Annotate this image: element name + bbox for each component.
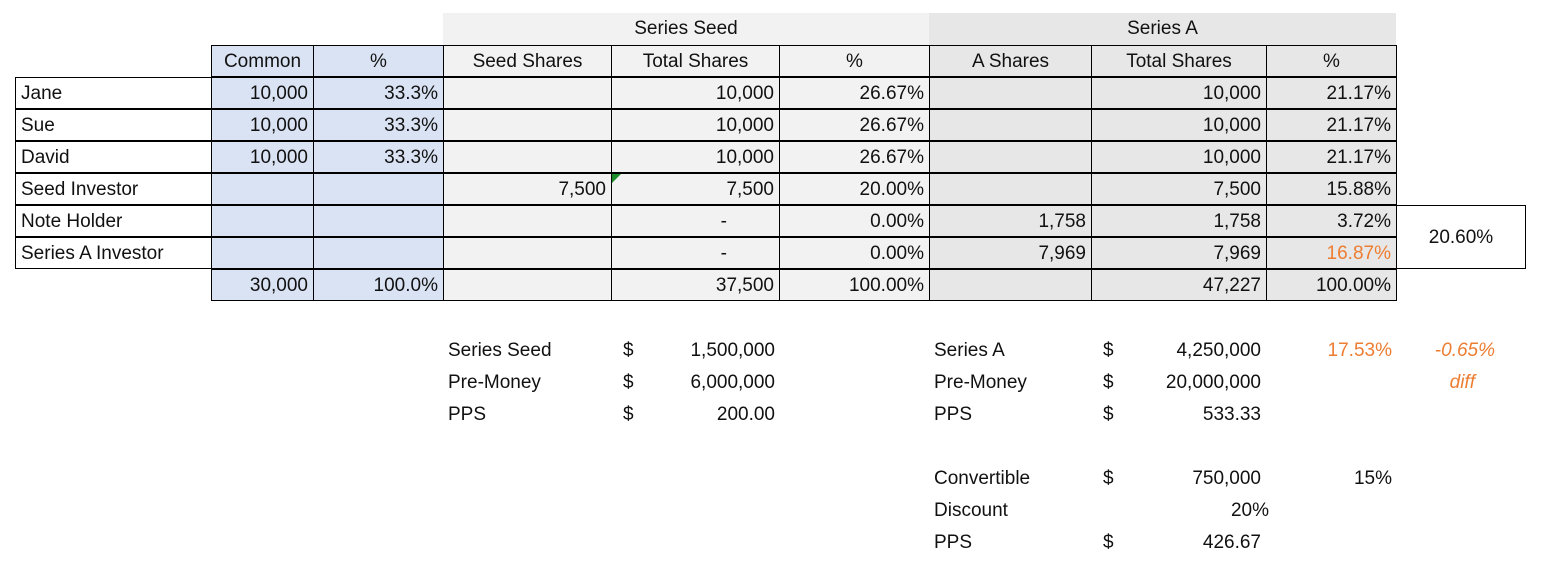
cell-common[interactable]: 10,000 — [211, 77, 314, 109]
col-header-seed-shares[interactable]: Seed Shares — [443, 45, 612, 77]
seed-premoney-value[interactable]: 6,000,000 — [690, 372, 775, 393]
convertible-label[interactable]: Convertible — [934, 468, 1031, 489]
cell-common[interactable]: 10,000 — [211, 141, 314, 173]
col-header-common-pct[interactable]: % — [313, 45, 444, 77]
col-header-seed-total[interactable]: Total Shares — [611, 45, 780, 77]
a-premoney-label[interactable]: Pre-Money — [934, 372, 1027, 393]
cell-seed-pct[interactable]: 26.67% — [779, 77, 930, 109]
cell-a-total[interactable]: 1,758 — [1091, 205, 1267, 237]
discount-label[interactable]: Discount — [934, 500, 1008, 521]
cell-common-pct[interactable] — [313, 237, 444, 269]
seed-summary-currency: $ — [623, 340, 634, 361]
total-a-pct[interactable]: 100.00% — [1266, 269, 1397, 301]
total-seed-shares[interactable] — [443, 269, 612, 301]
cell-a-shares[interactable] — [929, 109, 1092, 141]
cell-a-pct[interactable]: 3.72% — [1266, 205, 1397, 237]
cell-seed-shares[interactable] — [443, 109, 612, 141]
convertible-extra[interactable]: 15% — [1353, 468, 1392, 489]
cell-seed-pct[interactable]: 26.67% — [779, 141, 930, 173]
a-summary-value[interactable]: 4,250,000 — [1176, 340, 1261, 361]
cell-seed-shares[interactable] — [443, 205, 612, 237]
cell-a-pct-highlight[interactable]: 16.87% — [1266, 237, 1397, 269]
cell-common[interactable] — [211, 237, 314, 269]
cell-seed-shares[interactable] — [443, 237, 612, 269]
row-name-sue[interactable]: Sue — [15, 109, 212, 141]
cell-seed-total[interactable]: - — [611, 205, 780, 237]
a-premoney-value[interactable]: 20,000,000 — [1165, 372, 1261, 393]
seed-pps-value[interactable]: 200.00 — [716, 404, 775, 425]
row-name-series-a-investor[interactable]: Series A Investor — [15, 237, 212, 269]
cell-seed-shares[interactable] — [443, 77, 612, 109]
series-a-header: Series A — [929, 13, 1396, 45]
convertible-pps-value[interactable]: 426.67 — [1202, 532, 1261, 553]
seed-premoney-currency: $ — [623, 372, 634, 393]
a-premoney-currency: $ — [1103, 372, 1114, 393]
cell-a-total[interactable]: 7,500 — [1091, 173, 1267, 205]
col-header-a-pct[interactable]: % — [1266, 45, 1397, 77]
total-a-total[interactable]: 47,227 — [1091, 269, 1267, 301]
a-pps-value[interactable]: 533.33 — [1202, 404, 1261, 425]
col-header-a-shares[interactable]: A Shares — [929, 45, 1092, 77]
total-common-pct[interactable]: 100.0% — [313, 269, 444, 301]
cell-seed-pct[interactable]: 0.00% — [779, 205, 930, 237]
cell-common-pct[interactable]: 33.3% — [313, 141, 444, 173]
cell-common-pct[interactable] — [313, 173, 444, 205]
cell-seed-pct[interactable]: 20.00% — [779, 173, 930, 205]
seed-pps-currency: $ — [623, 404, 634, 425]
cell-a-shares[interactable]: 7,969 — [929, 237, 1092, 269]
cell-a-pct[interactable]: 21.17% — [1266, 141, 1397, 173]
cell-a-total[interactable]: 7,969 — [1091, 237, 1267, 269]
cell-seed-shares[interactable] — [443, 141, 612, 173]
a-summary-note[interactable]: -0.65% — [1434, 340, 1495, 361]
total-seed-total[interactable]: 37,500 — [611, 269, 780, 301]
col-header-a-total[interactable]: Total Shares — [1091, 45, 1267, 77]
cell-common[interactable] — [211, 173, 314, 205]
seed-pps-label[interactable]: PPS — [448, 404, 487, 425]
cell-common-pct[interactable]: 33.3% — [313, 109, 444, 141]
cell-a-shares[interactable] — [929, 77, 1092, 109]
seed-summary-value[interactable]: 1,500,000 — [690, 340, 775, 361]
cell-common-pct[interactable] — [313, 205, 444, 237]
cell-seed-total[interactable]: 10,000 — [611, 141, 780, 173]
cell-seed-total[interactable]: 7,500 — [611, 173, 780, 205]
row-name-jane[interactable]: Jane — [15, 77, 212, 109]
cell-common[interactable] — [211, 205, 314, 237]
cell-a-pct[interactable]: 15.88% — [1266, 173, 1397, 205]
convertible-pps-label[interactable]: PPS — [934, 532, 973, 553]
cell-a-pct[interactable]: 21.17% — [1266, 109, 1397, 141]
cell-common[interactable]: 10,000 — [211, 109, 314, 141]
convertible-pps-currency: $ — [1103, 532, 1114, 553]
col-header-seed-pct[interactable]: % — [779, 45, 930, 77]
a-pps-currency: $ — [1103, 404, 1114, 425]
col-header-common[interactable]: Common — [211, 45, 314, 77]
cell-a-total[interactable]: 10,000 — [1091, 109, 1267, 141]
total-a-shares[interactable] — [929, 269, 1092, 301]
cell-seed-total[interactable]: 10,000 — [611, 77, 780, 109]
a-summary-currency: $ — [1103, 340, 1114, 361]
cell-seed-total[interactable]: - — [611, 237, 780, 269]
side-total-box[interactable]: 20.60% — [1396, 205, 1526, 269]
row-name-note-holder[interactable]: Note Holder — [15, 205, 212, 237]
a-summary-label[interactable]: Series A — [934, 340, 1005, 361]
a-pps-label[interactable]: PPS — [934, 404, 973, 425]
cell-a-shares[interactable]: 1,758 — [929, 205, 1092, 237]
seed-premoney-label[interactable]: Pre-Money — [448, 372, 541, 393]
total-common[interactable]: 30,000 — [211, 269, 314, 301]
a-premoney-note[interactable]: diff — [1449, 372, 1475, 393]
row-name-seed-investor[interactable]: Seed Investor — [15, 173, 212, 205]
cell-a-total[interactable]: 10,000 — [1091, 141, 1267, 173]
total-seed-pct[interactable]: 100.00% — [779, 269, 930, 301]
convertible-currency: $ — [1103, 468, 1114, 489]
cell-seed-pct[interactable]: 0.00% — [779, 237, 930, 269]
discount-value[interactable]: 20% — [1230, 500, 1269, 521]
row-name-david[interactable]: David — [15, 141, 212, 173]
cell-seed-pct[interactable]: 26.67% — [779, 109, 930, 141]
comment-marker-icon — [612, 174, 621, 183]
seed-summary-label[interactable]: Series Seed — [448, 340, 552, 361]
cell-common-pct[interactable]: 33.3% — [313, 77, 444, 109]
cell-seed-total[interactable]: 10,000 — [611, 109, 780, 141]
convertible-value[interactable]: 750,000 — [1192, 468, 1261, 489]
cell-a-shares[interactable] — [929, 141, 1092, 173]
cell-a-shares[interactable] — [929, 173, 1092, 205]
cell-seed-shares[interactable]: 7,500 — [443, 173, 612, 205]
cell-a-total[interactable]: 10,000 — [1091, 77, 1267, 109]
a-summary-extra[interactable]: 17.53% — [1327, 340, 1392, 361]
series-seed-header: Series Seed — [443, 13, 929, 45]
cell-a-pct[interactable]: 21.17% — [1266, 77, 1397, 109]
